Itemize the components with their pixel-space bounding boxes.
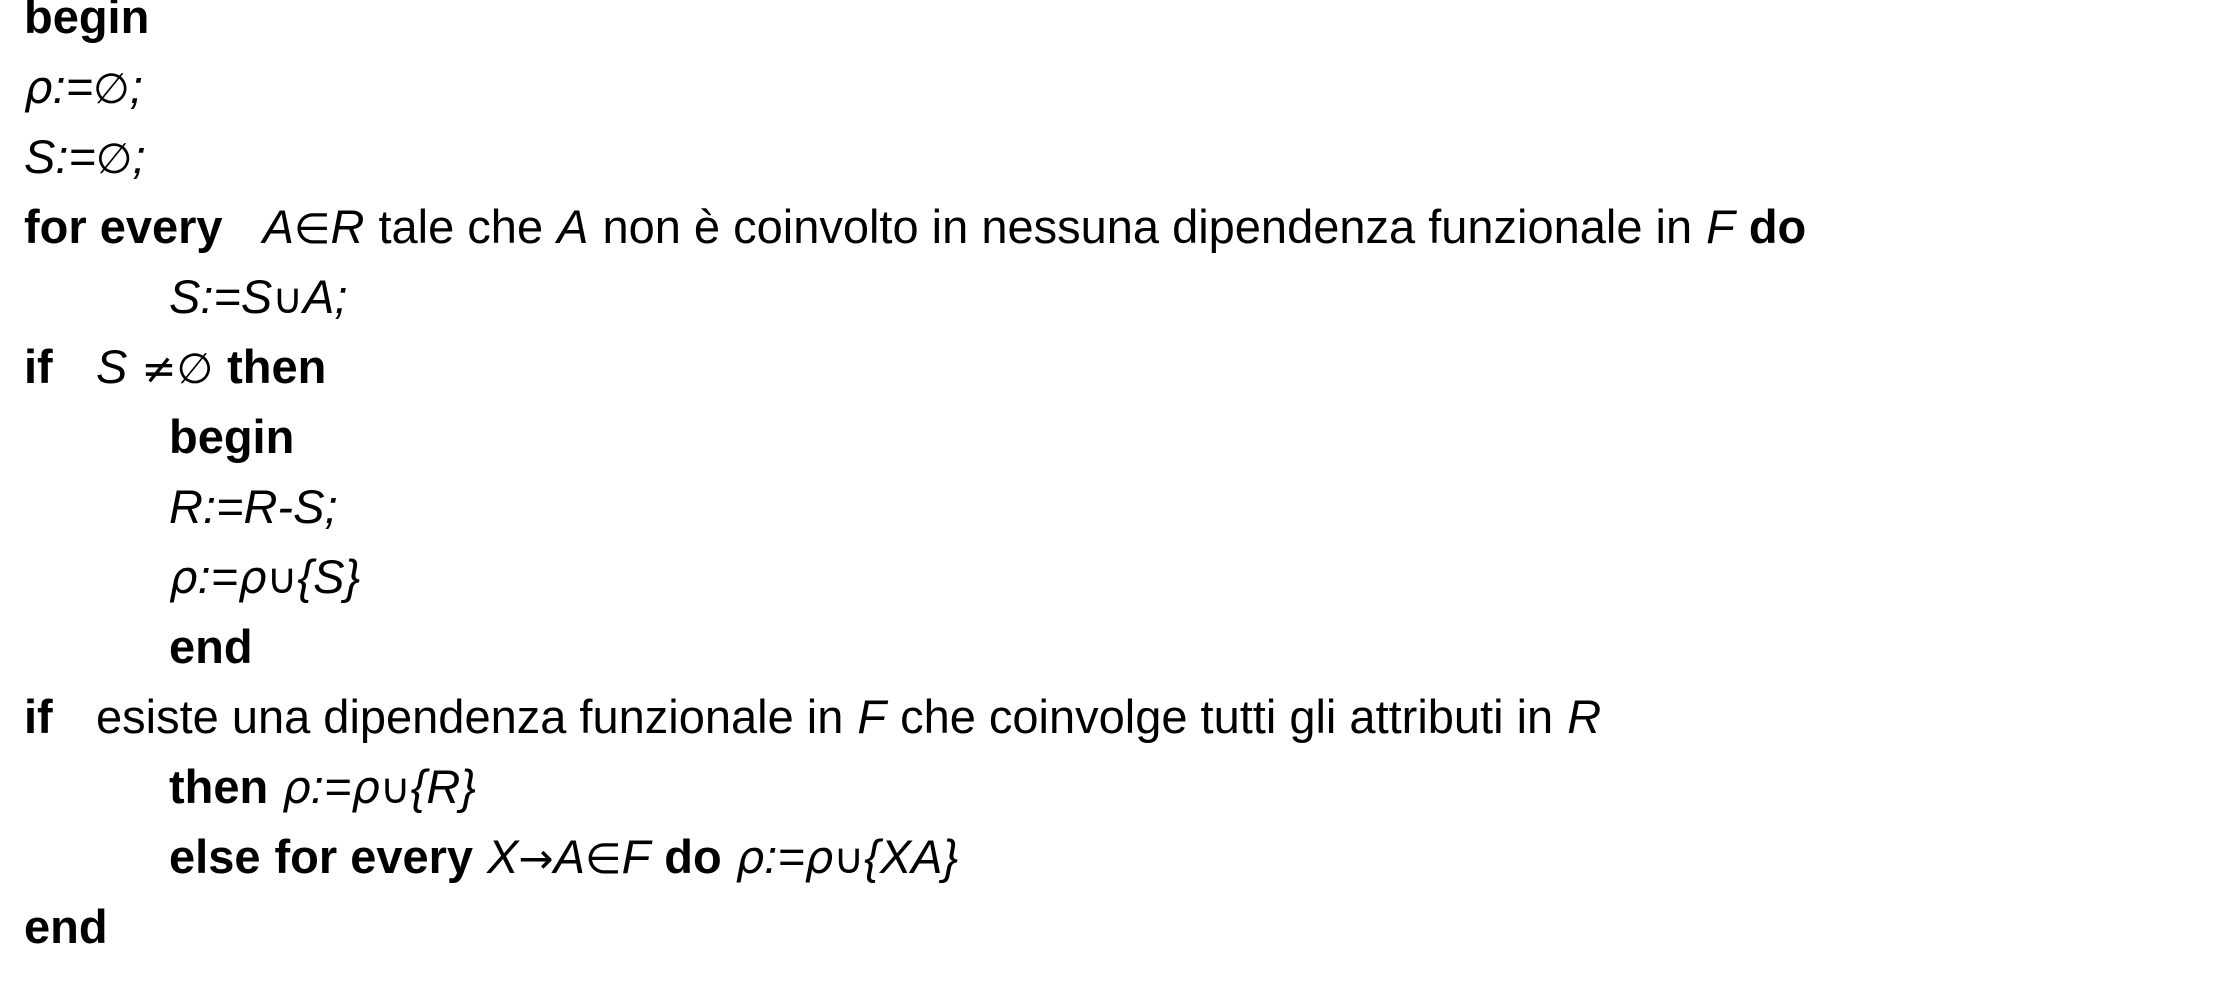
code-line-inner-begin bbox=[24, 402, 2224, 472]
operator-assign: := bbox=[202, 480, 244, 533]
keyword-begin: begin bbox=[24, 0, 150, 43]
variable-f: F bbox=[621, 830, 651, 883]
variable-a: A bbox=[262, 200, 294, 253]
symbol-not-equal: ≠ bbox=[141, 344, 177, 393]
operator-assign: := bbox=[310, 760, 352, 813]
variable-a: A bbox=[557, 200, 589, 253]
code-line-if-s-neq-empty bbox=[24, 332, 2224, 402]
variable-s: S bbox=[293, 480, 325, 533]
code-line-for-every bbox=[24, 192, 2224, 262]
text-esiste: esiste una dipendenza funzionale in bbox=[96, 690, 844, 743]
keyword-begin: begin bbox=[169, 410, 295, 463]
symbol-element-of: ∈ bbox=[584, 834, 622, 883]
code-line-s-union-a bbox=[24, 262, 2224, 332]
keyword-then: then bbox=[227, 340, 327, 393]
symbol-union: ∪ bbox=[266, 554, 298, 603]
symbol-rho: ρ bbox=[735, 831, 765, 884]
code-line-else-for-every bbox=[24, 822, 2224, 892]
symbol-rho: ρ bbox=[282, 761, 311, 814]
variable-r: R bbox=[1567, 690, 1602, 743]
variable-s: S bbox=[313, 550, 345, 603]
operator-minus: - bbox=[277, 480, 294, 533]
punct-semicolon: ; bbox=[132, 130, 146, 183]
variable-s: S bbox=[240, 270, 273, 323]
code-line-s-init bbox=[24, 122, 2224, 192]
keyword-for-every: for every bbox=[24, 200, 223, 253]
variable-f: F bbox=[857, 690, 887, 743]
operator-assign: := bbox=[764, 830, 805, 883]
text-tale-che: tale che bbox=[378, 200, 544, 253]
variable-f: F bbox=[1706, 200, 1735, 253]
symbol-rho: ρ bbox=[24, 61, 53, 114]
symbol-union: ∪ bbox=[379, 764, 411, 813]
variable-a: A bbox=[302, 270, 335, 323]
keyword-end: end bbox=[24, 900, 108, 953]
symbol-emptyset: ∅ bbox=[93, 64, 130, 113]
code-line-rho-init bbox=[24, 52, 2224, 122]
brace-open: { bbox=[297, 550, 314, 603]
symbol-rho: ρ bbox=[351, 761, 380, 814]
keyword-do: do bbox=[664, 830, 722, 883]
code-line-then-rho-union-r bbox=[24, 752, 2224, 822]
operator-assign: := bbox=[200, 270, 241, 323]
keyword-for-every: for every bbox=[274, 830, 474, 883]
variable-a: A bbox=[553, 830, 585, 883]
symbol-rho: ρ bbox=[238, 551, 267, 604]
variable-r: R bbox=[330, 200, 365, 253]
symbol-element-of: ∈ bbox=[293, 204, 331, 253]
variable-x: X bbox=[487, 830, 519, 883]
symbol-rho: ρ bbox=[804, 831, 834, 884]
code-line-begin bbox=[24, 0, 2224, 52]
keyword-do: do bbox=[1748, 200, 1807, 253]
keyword-else: else bbox=[169, 830, 261, 883]
code-line-inner-end bbox=[24, 612, 2224, 682]
operator-assign: := bbox=[55, 130, 96, 183]
symbol-emptyset: ∅ bbox=[176, 344, 214, 393]
variable-r: R bbox=[169, 480, 203, 533]
symbol-rho: ρ bbox=[169, 551, 198, 604]
variable-s: S bbox=[24, 130, 56, 183]
punct-semicolon: ; bbox=[334, 270, 348, 323]
code-line-rho-union-s bbox=[24, 542, 2224, 612]
variable-s: S bbox=[96, 340, 128, 393]
keyword-then: then bbox=[169, 760, 269, 813]
keyword-if: if bbox=[24, 340, 53, 393]
symbol-union: ∪ bbox=[833, 834, 865, 883]
punct-semicolon: ; bbox=[324, 480, 338, 533]
punct-semicolon: ; bbox=[129, 60, 143, 113]
code-line-if-exists-fd bbox=[24, 682, 2224, 752]
text-coinvolge: che coinvolge tutti gli attributi in bbox=[900, 690, 1554, 743]
brace-open: { bbox=[410, 760, 427, 813]
code-line-r-minus-s bbox=[24, 472, 2224, 542]
symbol-arrow: → bbox=[518, 834, 554, 883]
operator-assign: := bbox=[52, 60, 94, 113]
symbol-emptyset: ∅ bbox=[95, 134, 133, 183]
code-line-outer-end bbox=[24, 892, 2224, 962]
brace-close: } bbox=[942, 830, 959, 883]
variable-r: R bbox=[426, 760, 461, 813]
symbol-union: ∪ bbox=[272, 274, 303, 323]
variable-r: R bbox=[243, 480, 278, 533]
brace-open: { bbox=[864, 830, 880, 883]
brace-close: } bbox=[344, 550, 361, 603]
keyword-end: end bbox=[169, 620, 253, 673]
text-condition: non è coinvolto in nessuna dipendenza funzionale in bbox=[602, 200, 1693, 253]
operator-assign: := bbox=[197, 550, 239, 603]
keyword-if: if bbox=[24, 690, 53, 743]
variable-xa: XA bbox=[879, 830, 943, 883]
variable-s: S bbox=[169, 270, 201, 323]
pseudocode-block bbox=[24, 0, 2224, 962]
brace-close: } bbox=[460, 760, 476, 813]
